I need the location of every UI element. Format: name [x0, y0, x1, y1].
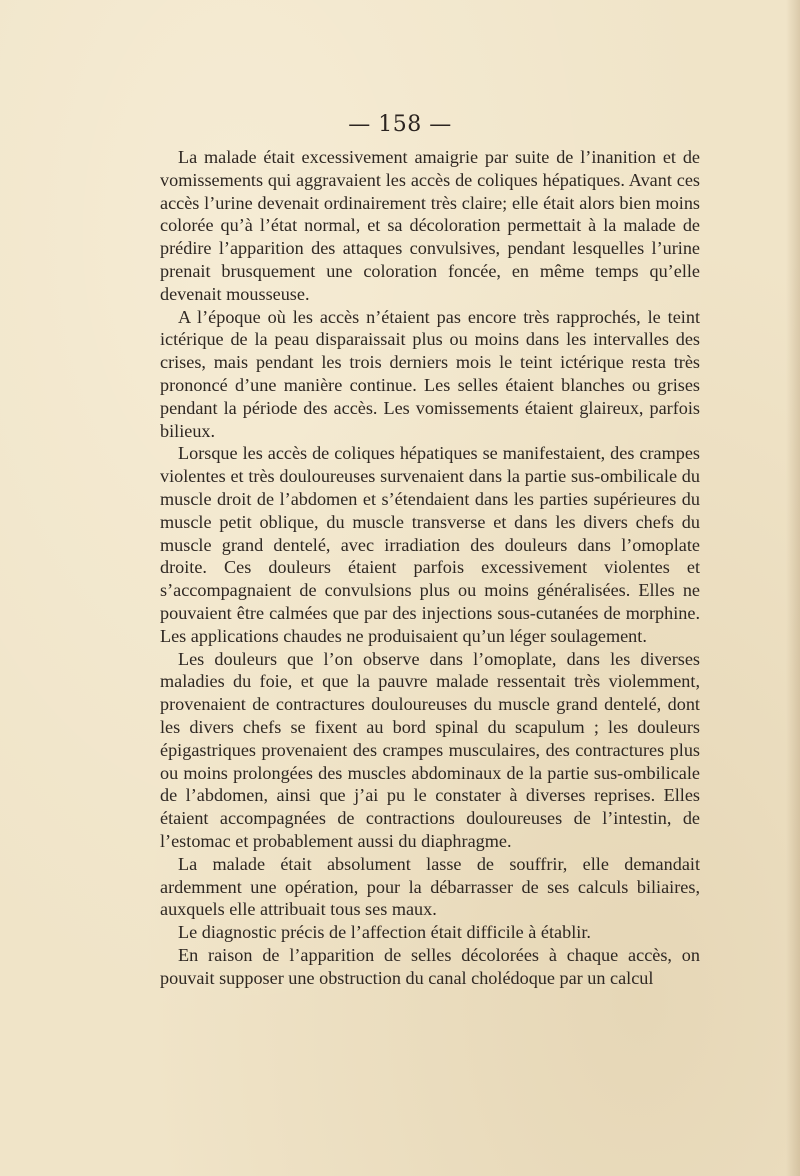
paragraph-1: La malade était excessivement amaigrie par suite de l’inanition et de vomissements qui aggravaient les accès de coliques hépatiques. Avant ces accès l’urine devenait ordinairement très claire; elle était alors bien moins colorée qu’à l’état normal, et sa décoloration permettait à la malade de prédire l’apparition des attaques convulsives, pendant lesquelles l’urine prenait brusquement une coloration foncée, en même temps qu’elle devenait mousseuse.: [160, 147, 700, 304]
paragraph-7: En raison de l’apparition de selles décolorées à chaque accès, on pouvait supposer une obstruction du canal cholédoque par un calcul: [160, 944, 700, 988]
body-text: [160, 146, 700, 989]
paragraph-5: La malade était absolument lasse de souffrir, elle demandait ardemment une opération, pour la débarrasser de ses calculs biliaires, auxquels elle attribuait tous ses maux.: [160, 853, 700, 920]
page-number: — 158 —: [348, 112, 452, 137]
paragraph-3: Lorsque les accès de coliques hépatiques se manifestaient, des crampes violentes et très douloureuses survenaient dans la partie sus-ombilicale du muscle droit de l’abdomen et s’étendaient dans les parties supérieures du muscle petit oblique, du muscle transverse et dans les divers chefs du muscle grand dentelé, avec irradiation des douleurs dans l’omoplate droite. Ces douleurs étaient parfois excessivement violentes et s’accompagnaient de convulsions plus ou moins généralisées. Elles ne pouvaient être calmées que par des injections sous-cutanées de morphine. Les applications chaudes ne produisaient qu’un léger soulagement.: [160, 443, 700, 646]
paragraph-2: A l’époque où les accès n’étaient pas encore très rapprochés, le teint ictérique de la peau disparaissait plus ou moins dans les intervalles des crises, mais pendant les trois derniers mois le teint ictérique resta très prononcé d’une manière continue. Les selles étaient blanches ou grises pendant la période des accès. Les vomissements étaient glaireux, parfois bilieux.: [160, 306, 700, 441]
page-edge-shadow: [786, 0, 800, 1176]
paragraph-4: Les douleurs que l’on observe dans l’omoplate, dans les diverses maladies du foie, et que la pauvre malade ressentait très violemment, provenaient de contractures douloureuses du muscle grand dentelé, dont les divers chefs se fixent au bord spinal du scapulum ; les douleurs épigastriques provenaient des crampes musculaires, des contractures plus ou moins prolongées des muscles abdominaux de la partie sus-ombilicale de l’abdomen, ainsi que j’ai pu le constater à diverses reprises. Elles étaient accompagnées de contractions douloureuses de l’intestin, de l’estomac et probablement aussi du diaphragme.: [160, 648, 700, 851]
paragraph-6: Le diagnostic précis de l’affection était difficile à établir.: [178, 922, 591, 943]
